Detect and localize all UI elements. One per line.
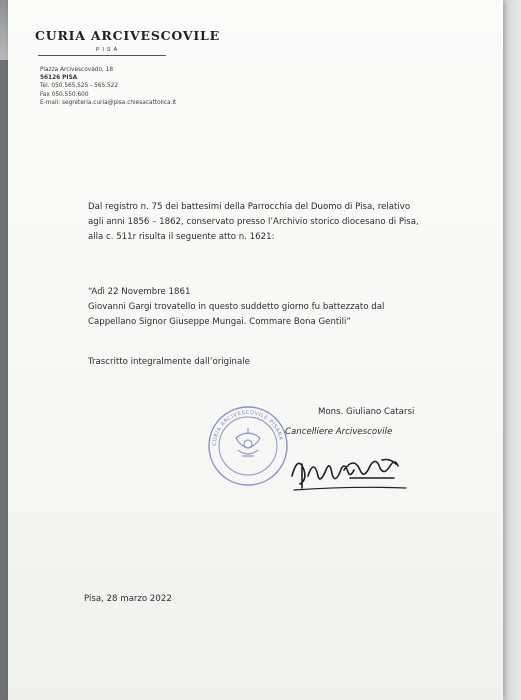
- quote-line: “Adì 22 Novembre 1861: [88, 287, 191, 297]
- letterhead-title: CURIA ARCIVESCOVILE: [35, 28, 220, 43]
- signatory-name: Mons. Giuliano Catarsi: [318, 407, 415, 417]
- quoted-record: [88, 285, 428, 330]
- intro-paragraph: [88, 200, 428, 245]
- quote-line: Giovanni Gargi trovatello in questo suddetto giorno fu battezzato dal: [88, 302, 385, 312]
- address-email: E-mail: segreteria.curia@pisa.chiesacattolica.it: [40, 99, 177, 106]
- address-street: Piazza Arcivescovado, 18: [40, 67, 114, 73]
- address-city: 56126 PISA: [40, 75, 78, 82]
- letterhead-city: PISA: [96, 47, 121, 53]
- letterhead-divider: [38, 55, 166, 56]
- handwritten-signature: [286, 446, 416, 496]
- address-phone: Tel. 050.565.525 - 565.522: [40, 83, 119, 90]
- letterhead-address: [40, 66, 176, 107]
- svg-text:CURIA ARCIVESCOVILE PISANA: CURIA ARCIVESCOVILE PISANA: [211, 409, 284, 447]
- place-date: Pisa, 28 marzo 2022: [84, 594, 172, 604]
- quote-line: Cappellano Signor Giuseppe Mungai. Commare Bona Gentili”: [88, 317, 351, 327]
- intro-line: agli anni 1856 – 1862, conservato presso l’Archivio storico diocesano di Pisa,: [88, 217, 419, 227]
- transcription-note: Trascritto integralmente dall’originale: [88, 357, 250, 367]
- signatory-role: Cancelliere Arcivescovile: [285, 427, 393, 437]
- intro-line: alla c. 511r risulta il seguente atto n. 1621:: [88, 232, 275, 242]
- document-page: [8, 0, 503, 700]
- official-seal-stamp: [206, 404, 290, 488]
- intro-line: Dal registro n. 75 dei battesimi della Parrocchia del Duomo di Pisa, relativo: [88, 202, 411, 212]
- address-fax: Fax 050.550.600: [40, 91, 89, 98]
